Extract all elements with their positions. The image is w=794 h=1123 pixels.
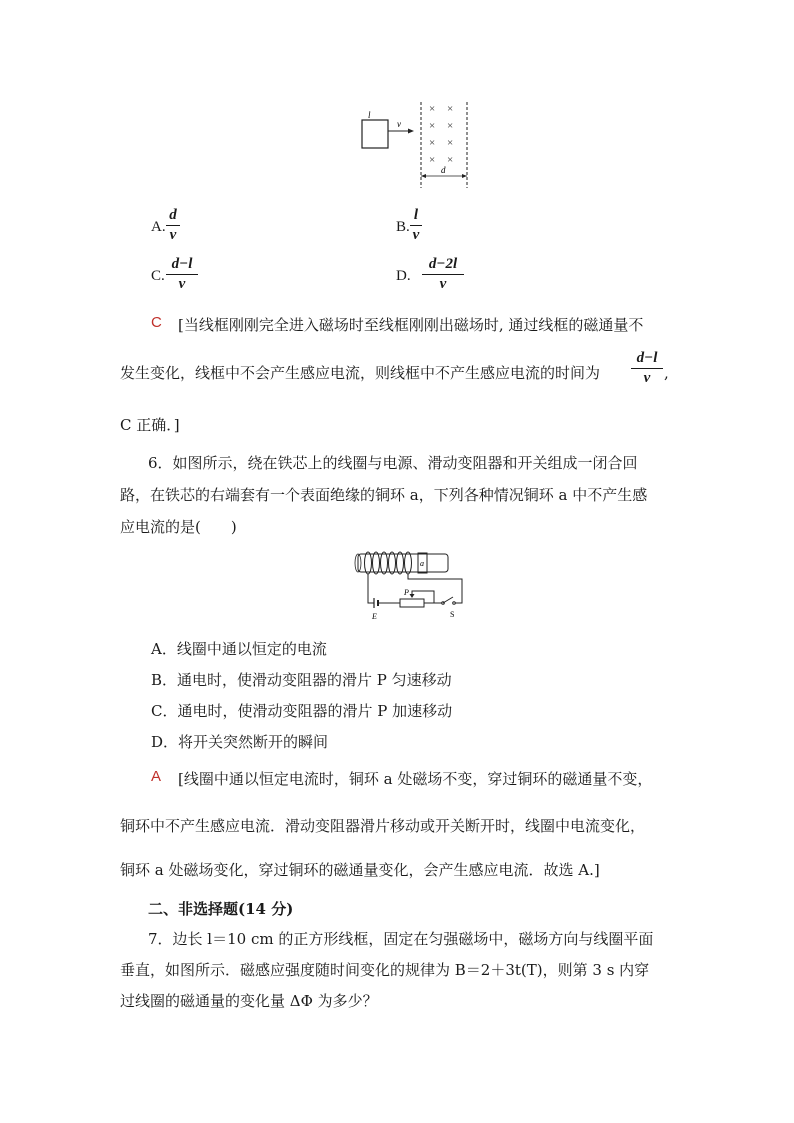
q5-answer-letter: C — [151, 314, 162, 331]
rheostat — [400, 599, 424, 607]
coil-circuit-figure — [354, 549, 472, 623]
svg-text:E: E — [372, 612, 377, 621]
q6-option-b: B．通电时，使滑动变阻器的滑片 P 匀速移动 — [151, 671, 452, 689]
slider-p — [412, 591, 434, 603]
svg-text:×: × — [447, 154, 454, 166]
svg-text:×: × — [447, 137, 454, 149]
svg-text:×: × — [429, 103, 436, 115]
field-crosses — [429, 103, 453, 166]
q6-stem-line1: 6．如图所示，绕在铁芯上的线圈与电源、滑动变阻器和开关组成一闭合回 — [148, 454, 638, 472]
q6-explanation-line2: 铜环中不产生感应电流．滑动变阻器滑片移动或开关断开时，线圈中电流变化， — [120, 817, 646, 835]
q6-option-d: D．将开关突然断开的瞬间 — [151, 733, 329, 751]
q6-explanation-line1: [线圈中通以恒定电流时，铜环 a 处磁场不变，穿过铜环的磁通量不变， — [178, 770, 653, 788]
ring-label: a — [420, 559, 424, 568]
svg-text:×: × — [429, 120, 436, 132]
q7-line3: 过线圈的磁通量的变化量 ΔΦ 为多少？ — [120, 992, 378, 1010]
q5-explanation-line2: 发生变化，线框中不会产生感应电流，则线框中不产生感应电流的时间为 — [120, 364, 601, 382]
q5-explanation-line1: [当线框刚刚完全进入磁场时至线框刚刚出磁场时, 通过线框的磁通量不 — [178, 316, 644, 334]
svg-text:S: S — [450, 610, 455, 619]
q6-option-a: A．线圈中通以恒定的电流 — [151, 640, 327, 658]
svg-text:×: × — [429, 154, 436, 166]
svg-text:×: × — [447, 120, 454, 132]
field-width-label: d — [441, 165, 446, 175]
q5-explanation-fraction: d−l v — [631, 350, 663, 387]
square-loop — [362, 120, 388, 148]
q6-option-c: C．通电时，使滑动变阻器的滑片 P 加速移动 — [151, 702, 453, 720]
battery-e — [374, 598, 378, 608]
coil-windings — [365, 552, 412, 574]
wire-left — [368, 574, 374, 603]
q5-explanation-line3: C 正确．] — [120, 416, 180, 434]
svg-text:P: P — [404, 588, 409, 597]
q6-explanation-line3: 铜环 a 处磁场变化，穿过铜环的磁通量变化，会产生感应电流．故选 A.] — [120, 861, 600, 879]
q7-line1: 7．边长 l＝10 cm 的正方形线框，固定在匀强磁场中，磁场方向与线圈平面 — [148, 930, 654, 948]
velocity-label: v — [397, 119, 401, 129]
q7-line2: 垂直，如图所示．磁感应强度随时间变化的规律为 B＝2＋3t(T)，则第 3 s 内穿 — [120, 961, 650, 979]
q6-stem-line3: 应电流的是( ) — [120, 518, 237, 536]
velocity-arrowhead — [408, 129, 414, 134]
loop-side-label: l — [368, 110, 371, 120]
svg-text:×: × — [429, 137, 436, 149]
svg-text:×: × — [447, 103, 454, 115]
q6-stem-line2: 路，在铁芯的右端套有一个表面绝缘的铜环 a，下列各种情况铜环 a 中不产生感 — [120, 486, 648, 504]
q6-answer-letter: A — [151, 768, 162, 785]
loop-field-figure — [350, 98, 480, 190]
switch-s — [434, 597, 455, 604]
section-title: 二、非选择题(14 分) — [148, 900, 294, 918]
